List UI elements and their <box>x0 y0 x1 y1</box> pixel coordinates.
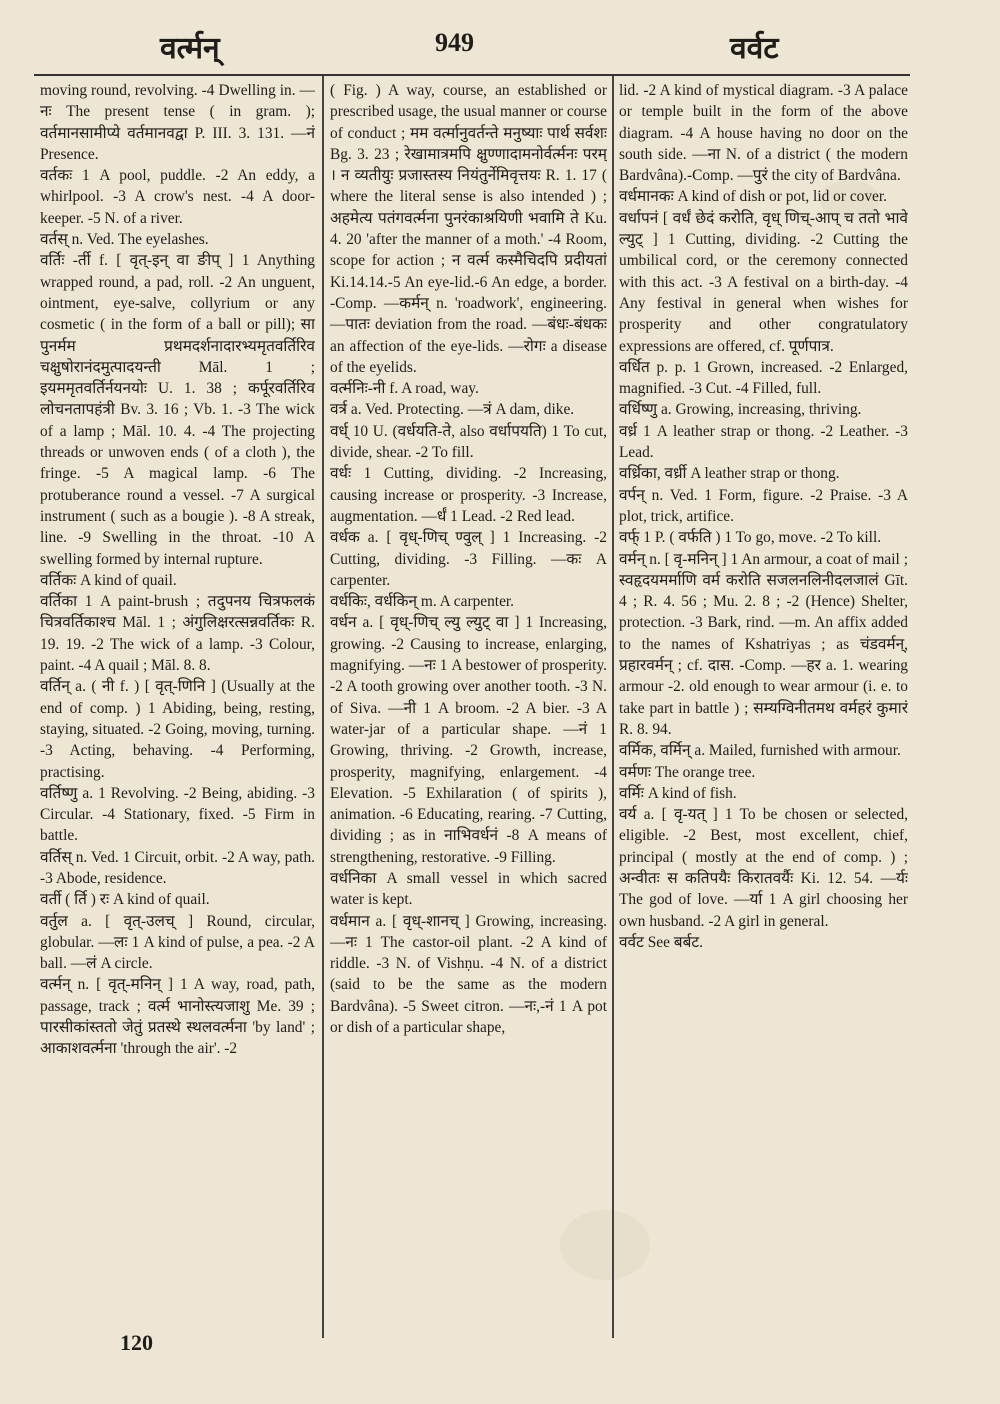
entry: वर्मिक, वर्मिन् a. Mailed, furnished with armour. <box>619 742 901 760</box>
entry: वर्त्र a. Ved. Protecting. —त्रं A dam, dike. <box>330 401 575 419</box>
entry: वर्तकः 1 A pool, puddle. -2 An eddy, a whirlpool. -3 A crow's nest. -4 A door-keeper. -5 N. of a river. <box>40 167 315 227</box>
column-divider <box>612 76 614 1338</box>
entry: वर्ध् 10 U. (वर्धयति-ते, also वर्धापयति) 1 To cut, divide, shear. -2 To fill. <box>330 422 607 462</box>
entry: ( Fig. ) A way, course, an established or prescribed usage, the usual manner or course of conduct ; मम वर्त्मानुवर्तन्ते मनुष्याः पार्थ सर्वशः Bg. 3. 23 ; रेखामात्रमपि क्षुण्णादामनोर्वर्त्मनः परम् । न व्यतीयुः प्रजास्तस्य नियंतुर्नेमिवृत्तयः R. 1. 17 ( where the literal sense is also intended ) ; अहमेत्य पतंगवर्त्मना पुनरंकाश्रयिणी भवामि ते Ku. 4. 20 'after the manner of a moth.' -4 Room, scope for action ; न वर्त्म कस्मैचिदपि प्रदीयतां Ki.14.14.-5 An eye-lid.-6 An edge, a border. -Comp. —कर्मन् n. 'roadwork', engineering. —पातः deviation from the road. —बंधः-बंधकः an affection of the eye-lids. —रोगः a disease of the eyelids. <box>330 82 607 376</box>
right-guide-word: वर्वट <box>730 31 779 66</box>
left-guide-word: वर्त्मन् <box>160 31 220 66</box>
entry: वर्तिकः A kind of quail. <box>40 571 177 589</box>
entry: वर्धक a. [ वृध्-णिच् ण्वुल् ] 1 Increasing. -2 Cutting, dividing. -3 Filling. —कः A carpenter. <box>330 529 607 589</box>
entry: वर्ध्र 1 A leather strap or thong. -2 Leather. -3 Lead. <box>619 422 908 462</box>
header-rule <box>34 74 910 76</box>
column-1 <box>40 80 315 1342</box>
entry: वर्फ् 1 P. ( वर्फति ) 1 To go, move. -2 To kill. <box>619 529 882 547</box>
entry: वर्तिन् a. ( नी f. ) [ वृत्-णिनि ] (Usually at the end of comp. ) 1 Abiding, being, resting, staying, situated. -2 Going, moving, turning. -3 Acting, behaving. -4 Performing, practising. <box>40 678 315 781</box>
entry: वर्त्मनिः-नी f. A road, way. <box>330 380 479 398</box>
entry: वर्धमान a. [ वृध्-शानच् ] Growing, increasing. —नः 1 The castor-oil plant. -2 A kind of riddle. -3 N. of Vishṇu. -4 N. of a district (said to be the same as the modern Bardvâna). -5 Sweet citron. —नः,-नं 1 A pot or dish of a particular shape, <box>330 912 607 1037</box>
page-header <box>40 20 960 70</box>
entry: वर्पन् n. Ved. 1 Form, figure. -2 Praise. -3 A plot, trick, artifice. <box>619 486 908 525</box>
entry: वर्धापनं [ वर्धं छेदं करोति, वृध् णिच्-आप् च ततो भावे ल्युट् ] 1 Cutting, dividing. -2 Cutting the umbilical cord, or the ceremony connected with this act. -3 A festival on a birth-day. -4 Any festival in general when wishes for prosperity and other congratulatory expressions are offered, cf. पूर्णपात्र. <box>619 209 908 355</box>
entry: वर्तिका 1 A paint-brush ; तदुपनय चित्रफलकं चित्रवर्तिकाश्च Māl. 1 ; अंगुलिक्षरत्सन्नवर्तिकः R. 19. 19. -2 The wick of a lamp. -3 Colour, paint. -4 A quail ; Māl. 8. 8. <box>40 593 315 675</box>
entry: moving round, revolving. -4 Dwelling in. —नः The present tense ( in gram. ); वर्तमानसामीप्ये वर्तमानवद्वा P. III. 3. 131. —नं Presence. <box>40 82 315 163</box>
entry: वर्ती ( र्ति ) रः A kind of quail. <box>40 891 210 909</box>
entry: वर्धमानकः A kind of dish or pot, lid or cover. <box>619 188 887 206</box>
entry: वर्वट See बर्बट. <box>619 933 703 951</box>
column-divider <box>322 76 324 1338</box>
entry: lid. -2 A kind of mystical diagram. -3 A palace or temple built in the form of the above diagram. -4 A house having no door on the south side. —ना N. of a district ( the modern Bardvâna).-Comp. —पुरं the city of Bardvâna. <box>619 82 908 185</box>
signature-mark: 120 <box>120 1330 153 1355</box>
entry: वर्तुल a. [ वृत्-उलच् ] Round, circular, globular. —लः 1 A kind of pulse, a pea. -2 A ball. —लं A circle. <box>40 912 315 973</box>
entry: वर्धनिका A small vessel in which sacred water is kept. <box>330 869 607 909</box>
entry: वर्त्मन् n. [ वृत्-मनिन् ] 1 A way, road, path, passage, track ; वर्त्म भानोस्त्यजाशु Me. 39 ; पारसीकांस्ततो जेतुं प्रतस्थे स्थलवर्त्मना 'by land' ; आकाशवर्त्मना 'through the air'. -2 <box>40 976 315 1058</box>
column-3 <box>619 80 908 1342</box>
entry: वर्धित p. p. 1 Grown, increased. -2 Enlarged, magnified. -3 Cut. -4 Filled, full. <box>619 358 908 398</box>
entry: वर्मन् n. [ वृ-मनिन् ] 1 An armour, a coat of mail ; स्वहृदयमर्माणि वर्म करोति सजलनलिनीदलजालं Gīt. 4 ; R. 4. 56 ; Mu. 2. 8 ; -2 (Hence) Shelter, protection. -3 Bark, rind. —m. An affix added to the names of Kshatriyas ; as चंडवर्मन्, प्रहारवर्मन् ; cf. दास. -Comp. —हर a. 1. wearing armour -2. old enough to wear armour (i. e. to take part in battle ) ; सम्यग्विनीतमथ वर्महरं कुमारं R. 8. 94. <box>619 550 908 738</box>
entry: वर्तिष्णु a. 1 Revolving. -2 Being, abiding. -3 Circular. -4 Stationary, fixed. -5 Firm in battle. <box>40 784 315 845</box>
entry: वर्मणः The orange tree. <box>619 763 756 781</box>
page-number: 949 <box>435 28 474 57</box>
entry: वर्मिः A kind of fish. <box>619 784 737 802</box>
entry: वर्तस् n. Ved. The eyelashes. <box>40 231 209 249</box>
entry: वर्य a. [ वृ-यत् ] 1 To be chosen or selected, eligible. -2 Best, most excellent, chief, principal ( mostly at the end of comp. ) ; अन्वीतः स कतिपयैः किरातवर्यैः Ki. 12. 54. —र्यः The god of love. —र्या 1 A girl choosing her own husband. -2 A girl in general. <box>619 806 908 930</box>
entry: वर्धिष्णु a. Growing, increasing, thriving. <box>619 401 862 419</box>
entry: वर्धः 1 Cutting, dividing. -2 Increasing, causing increase or prosperity. -3 Increase, augmentation. —र्धं 1 Lead. -2 Red lead. <box>330 465 607 525</box>
entry: वर्ध्रिका, वर्ध्री A leather strap or thong. <box>619 465 840 483</box>
entry: वर्तिः -र्ती f. [ वृत्-इन् वा ङीप् ] 1 Anything wrapped round, a pad, roll. -2 An unguent, ointment, eye-salve, collyrium or any cosmetic ( in the form of a ball or pill); सा पुनर्मम प्रथमदर्शनादारभ्यमृतवर्तिरिव चक्षुषोरानंदमुत्पादयन्ती Māl. 1 ; इयममृतवर्तिर्नयनयोः U. 1. 38 ; कर्पूरवर्तिरिव लोचनतापहंत्री Bv. 3. 16 ; Vb. 1. -3 The wick of a lamp ; Māl. 10. 4. -4 The projecting threads or unwoven ends ( of a cloth ), the fringe. -5 A magical lamp. -6 The protuberance round a vessel. -7 A surgical instrument ( such as a bougie ). -8 A streak, line. -9 Swelling in the throat. -10 A swelling formed by internal rupture. <box>40 252 315 568</box>
entry: वर्धकिः, वर्धकिन् m. A carpenter. <box>330 593 515 611</box>
entry: वर्तिस् n. Ved. 1 Circuit, orbit. -2 A way, path. -3 Abode, residence. <box>40 848 315 887</box>
column-2 <box>330 80 607 1342</box>
entry: वर्धन a. [ वृध्-णिच् ल्यु ल्युट् वा ] 1 Increasing, growing. -2 Causing to increase, enlarging, magnifying. —नः 1 A bestower of prosperity. -2 A tooth growing over another tooth. -3 N. of Siva. —नी 1 A broom. -2 A bier. -3 A water-jar of a particular shape. —नं 1 Growing, thriving. -2 Growth, increase, prosperity, magnifying, enlargement. -4 Elevation. -5 Exhilaration ( of spirits ), animation. -6 Educating, rearing. -7 Cutting, dividing ; as in नाभिवर्धनं -8 A means of strengthening, restorative. -9 Filling. <box>330 614 607 866</box>
